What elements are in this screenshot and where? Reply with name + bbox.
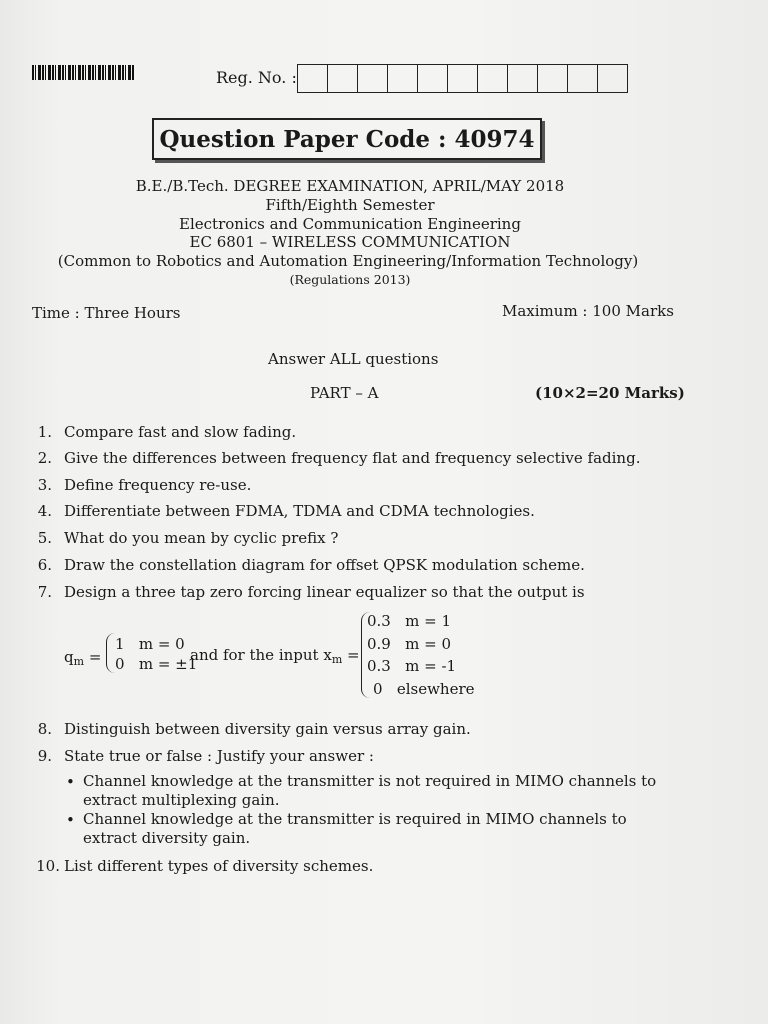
bullet-marker: •: [66, 773, 75, 791]
equation-q-equals: =: [88, 648, 102, 666]
part-marks: (10×2=20 Marks): [535, 384, 685, 402]
exam-title: B.E./B.Tech. DEGREE EXAMINATION, APRIL/MAY 2018: [135, 177, 565, 195]
barcode: [32, 65, 135, 80]
x-case-4: 0 elsewhere: [373, 680, 475, 698]
question-number: 9.: [37, 747, 52, 765]
bullet-marker: •: [66, 811, 75, 829]
part-heading: PART – A: [310, 384, 379, 402]
equation-connector: [190, 646, 360, 666]
question-text: Define frequency re-use.: [64, 476, 252, 494]
q-case-1: 1 m = 0: [115, 635, 185, 653]
reg-no-box[interactable]: [297, 64, 328, 93]
question-text: State true or false : Justify your answer :: [64, 747, 374, 765]
question-number: 4.: [37, 502, 52, 520]
equation-x-subscript: m: [331, 653, 343, 666]
course-title: EC 6801 – WIRELESS COMMUNICATION: [189, 233, 511, 251]
question-text: Design a three tap zero forcing linear equalizer so that the output is: [64, 583, 585, 601]
question-text: Compare fast and slow fading.: [64, 423, 297, 441]
reg-no-box[interactable]: [417, 64, 448, 93]
reg-no-box[interactable]: [477, 64, 508, 93]
question-text: Draw the constellation diagram for offset QPSK modulation scheme.: [64, 556, 585, 574]
question-number: 5.: [37, 529, 52, 547]
reg-no-boxes[interactable]: [298, 64, 628, 93]
question-paper-code: Question Paper Code : 40974: [152, 118, 542, 160]
department: Electronics and Communication Engineering: [179, 215, 521, 233]
regulations: (Regulations 2013): [289, 272, 411, 287]
x-case-3: 0.3 m = -1: [367, 657, 457, 675]
x-case-2: 0.9 m = 0: [367, 635, 452, 653]
question-number: 7.: [37, 583, 52, 601]
reg-no-box[interactable]: [507, 64, 538, 93]
equation-connector-text: and for the input x: [190, 646, 332, 664]
question-text: List different types of diversity schemes.: [64, 857, 374, 875]
equation-q-subscript: m: [73, 655, 85, 668]
reg-no-box[interactable]: [387, 64, 418, 93]
question-text: What do you mean by cyclic prefix ?: [64, 529, 339, 547]
statement-1: Channel knowledge at the transmitter is not required in MIMO channels to extract multiplexing gain.: [83, 772, 657, 809]
question-number: 8.: [37, 720, 52, 738]
time-allowed: Time : Three Hours: [32, 304, 181, 322]
x-case-1: 0.3 m = 1: [367, 612, 452, 630]
question-text: Give the differences between frequency flat and frequency selective fading.: [64, 449, 641, 467]
equation-q-lhs: [64, 648, 101, 668]
q-brace: [106, 633, 115, 673]
reg-no-box[interactable]: [447, 64, 478, 93]
question-number: 6.: [37, 556, 52, 574]
reg-no-label: Reg. No. :: [216, 68, 297, 87]
common-to: (Common to Robotics and Automation Engineering/Information Technology): [57, 252, 639, 270]
reg-no-box[interactable]: [537, 64, 568, 93]
semester: Fifth/Eighth Semester: [265, 196, 435, 214]
question-text: Differentiate between FDMA, TDMA and CDMA technologies.: [64, 502, 535, 520]
instruction: Answer ALL questions: [268, 350, 439, 368]
reg-no-box[interactable]: [357, 64, 388, 93]
reg-no-box[interactable]: [327, 64, 358, 93]
question-text: Distinguish between diversity gain versus array gain.: [64, 720, 471, 738]
equation-q-symbol: q: [64, 648, 74, 666]
question-number: 3.: [37, 476, 52, 494]
question-number: 10.: [36, 857, 60, 875]
equation-x-equals: =: [347, 646, 360, 664]
reg-no-box[interactable]: [597, 64, 628, 93]
reg-no-box[interactable]: [567, 64, 598, 93]
question-number: 2.: [37, 449, 52, 467]
question-number: 1.: [37, 423, 52, 441]
q-case-2: 0 m = ±1: [115, 655, 198, 673]
maximum-marks: Maximum : 100 Marks: [502, 302, 674, 320]
statement-2: Channel knowledge at the transmitter is required in MIMO channels to extract diversity gain.: [83, 810, 627, 847]
